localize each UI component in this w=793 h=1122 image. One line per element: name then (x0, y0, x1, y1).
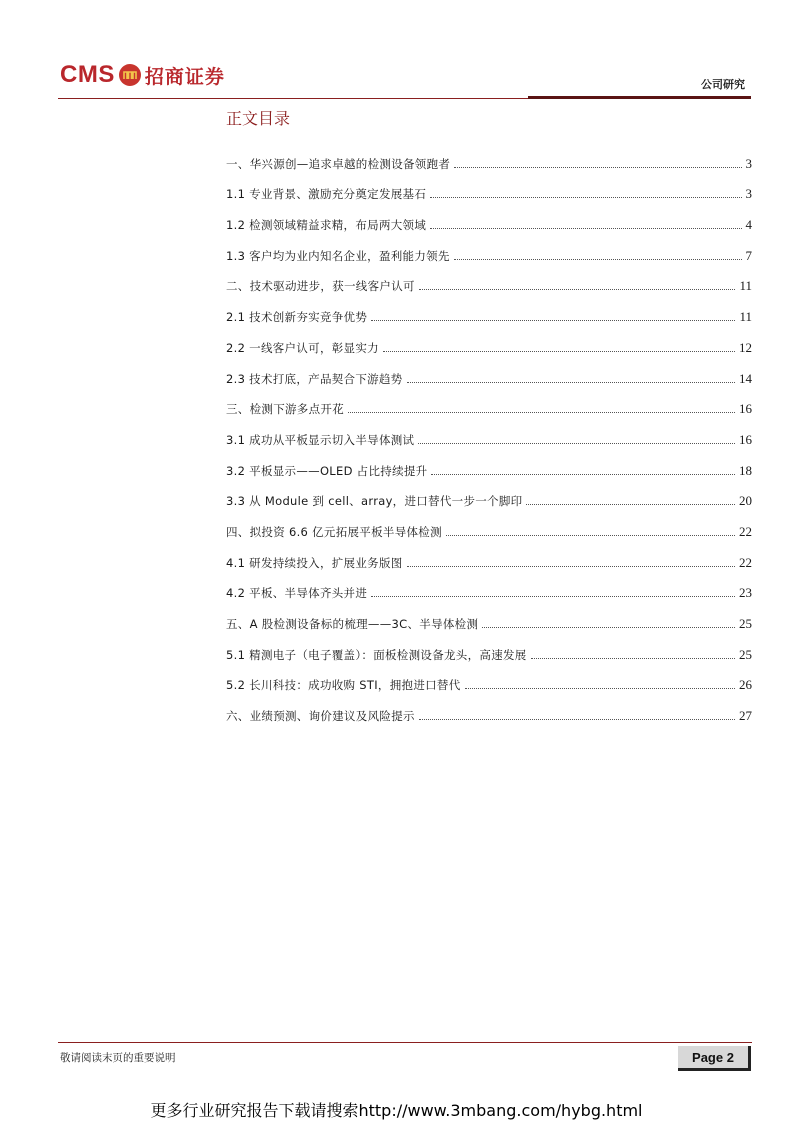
toc-entry-page: 18 (739, 462, 752, 478)
toc-entry-page: 26 (739, 677, 752, 693)
download-banner[interactable]: 更多行业研究报告下载请搜索http://www.3mbang.com/hybg.html (150, 1101, 643, 1120)
toc-entry-page: 3 (745, 186, 752, 202)
toc-entry-page: 22 (739, 554, 752, 570)
logo-emblem-icon (119, 64, 141, 86)
toc-entry-page: 3 (745, 155, 752, 171)
toc-entry-page: 25 (739, 616, 752, 631)
toc-dot-leader (446, 534, 735, 536)
toc-entry-label: 1.3 客户均为业内知名企业，盈利能力领先 (226, 248, 450, 263)
toc-entry[interactable] (226, 540, 752, 571)
toc-dot-leader (430, 196, 741, 198)
toc-dot-leader (407, 565, 735, 567)
toc-entry[interactable] (226, 417, 752, 448)
toc-dot-leader (418, 442, 735, 444)
section-label: 公司研究 (701, 78, 745, 91)
toc-entry-label: 1.1 专业背景、激励充分奠定发展基石 (226, 187, 427, 202)
toc-dot-leader (465, 687, 735, 689)
toc-dot-leader (348, 411, 735, 413)
toc-entry-page: 4 (745, 217, 752, 233)
toc-entry[interactable] (226, 264, 752, 295)
toc-entry-page: 22 (739, 523, 752, 539)
toc-entry-label: 五、A 股检测设备标的梳理——3C、半导体检测 (226, 617, 479, 631)
toc-dot-leader (419, 288, 736, 290)
toc-entry-page: 27 (739, 708, 752, 724)
toc-dot-leader (407, 381, 735, 383)
header-rule-thick (528, 96, 751, 99)
toc-entry[interactable] (226, 294, 752, 325)
toc-entry[interactable] (226, 663, 752, 694)
toc-entry-label: 2.1 技术创新夯实竞争优势 (226, 310, 368, 325)
toc-dot-leader (526, 503, 735, 505)
toc-entry[interactable] (226, 632, 752, 663)
logo-latin-text: CMS (60, 61, 115, 88)
toc-entry-page: 16 (739, 431, 752, 447)
toc-entry[interactable] (226, 172, 752, 203)
toc-entry[interactable] (226, 693, 752, 724)
toc-entry-label: 3.3 从 Module 到 cell、array，进口替代一步一个脚印 (226, 494, 523, 509)
toc-entry-label: 2.3 技术打底，产品契合下游趋势 (226, 371, 403, 386)
toc-entry-label: 六、业绩预测、询价建议及风险提示 (226, 709, 415, 724)
toc-title: 正文目录 (226, 109, 291, 128)
toc-dot-leader (431, 473, 735, 475)
toc-entry[interactable] (226, 233, 752, 264)
footer-rule (58, 1042, 752, 1043)
toc-entry-page: 20 (739, 493, 752, 509)
toc-entry[interactable] (226, 141, 752, 172)
toc-dot-leader (454, 258, 742, 260)
toc-entry-label: 1.2 检测领域精益求精，布局两大领域 (226, 218, 427, 233)
toc-entry-label: 二、技术驱动进步，获一线客户认可 (226, 279, 415, 294)
toc-entry[interactable] (226, 202, 752, 233)
toc-entry-label: 三、检测下游多点开花 (226, 402, 344, 417)
toc-entry-label: 3.2 平板显示——OLED 占比持续提升 (226, 463, 428, 478)
toc-entry-page: 23 (739, 585, 752, 601)
toc-dot-leader (531, 657, 735, 659)
toc-dot-leader (383, 350, 735, 352)
toc-dot-leader (454, 166, 741, 168)
toc-entry[interactable] (226, 387, 752, 418)
toc-entry-label: 3.1 成功从平板显示切入半导体测试 (226, 432, 415, 447)
toc-entry-label: 4.2 平板、半导体齐头并进 (226, 586, 368, 601)
toc-entry[interactable] (226, 571, 752, 602)
toc-entry[interactable] (226, 509, 752, 540)
toc-entry-page: 16 (739, 401, 752, 417)
toc-entry[interactable] (226, 325, 752, 356)
toc-entry-page: 7 (745, 247, 752, 263)
toc-entry-label: 5.1 精测电子（电子覆盖）：面板检测设备龙头，高速发展 (226, 647, 527, 662)
page-number-badge: Page 2 (678, 1046, 751, 1071)
toc-entry-label: 2.2 一线客户认可，彰显实力 (226, 340, 379, 355)
toc-dot-leader (371, 595, 735, 597)
toc-dot-leader (371, 319, 735, 321)
header-rule-thin (58, 98, 528, 99)
toc-entry[interactable] (226, 479, 752, 510)
toc-entry[interactable] (226, 356, 752, 387)
table-of-contents (226, 141, 752, 724)
disclaimer-note: 敬请阅读末页的重要说明 (60, 1052, 176, 1064)
toc-entry-label: 四、拟投资 6.6 亿元拓展平板半导体检测 (226, 524, 442, 539)
toc-entry-page: 11 (739, 278, 752, 294)
toc-dot-leader (482, 626, 735, 628)
toc-entry-page: 25 (739, 646, 752, 662)
toc-dot-leader (430, 227, 741, 229)
toc-entry-label: 一、华兴源创—追求卓越的检测设备领跑者 (226, 156, 451, 171)
toc-entry[interactable] (226, 601, 752, 632)
toc-entry-label: 5.2 长川科技：成功收购 STI，拥抱进口替代 (226, 678, 461, 693)
toc-entry-page: 11 (739, 309, 752, 325)
toc-entry-page: 12 (739, 339, 752, 355)
toc-entry-label: 4.1 研发持续投入，扩展业务版图 (226, 555, 403, 570)
company-logo (60, 60, 225, 90)
logo-chinese-text: 招商证券 (144, 65, 225, 88)
toc-entry-page: 14 (739, 370, 752, 386)
toc-dot-leader (419, 718, 735, 720)
toc-entry[interactable] (226, 448, 752, 479)
